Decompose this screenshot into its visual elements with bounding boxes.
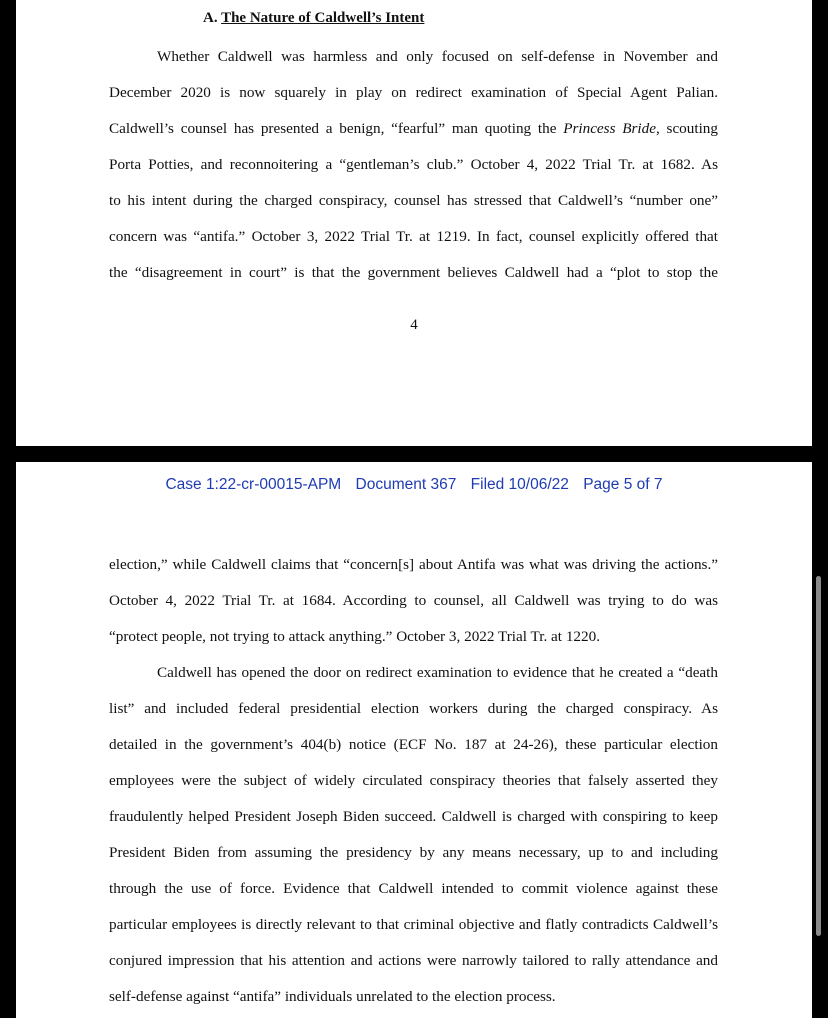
case-header xyxy=(16,476,812,494)
paragraph-line: October 4, 2022 Trial Tr. at 1684. According to counsel, all Caldwell was trying to do was xyxy=(109,592,718,609)
page-5 xyxy=(16,462,812,1018)
paragraph-line: concern was “antifa.” October 3, 2022 Trial Tr. at 1219. In fact, counsel explicitly offered that xyxy=(109,228,718,245)
page-4 xyxy=(16,0,812,446)
paragraph-line: self-defense against “antifa” individuals unrelated to the election process. xyxy=(109,988,556,1005)
case-number: Case 1:22-cr-00015-APM xyxy=(165,476,342,493)
paragraph-line: President Biden from assuming the presidency by any means necessary, up to and including xyxy=(109,844,718,861)
section-heading-prefix: A. xyxy=(203,10,222,26)
paragraph-line: list” and included federal presidential election workers during the charged conspiracy. As xyxy=(109,700,718,717)
paragraph-line: Caldwell has opened the door on redirect examination to evidence that he created a “death xyxy=(157,664,718,681)
section-heading xyxy=(203,10,424,27)
paragraph-line: Porta Potties, and reconnoitering a “gentleman’s club.” October 4, 2022 Trial Tr. at 1682. As xyxy=(109,156,718,173)
paragraph-line xyxy=(109,120,718,138)
paragraph-line: employees were the subject of widely circulated conspiracy theories that falsely asserted they xyxy=(109,772,718,789)
section-heading-title: The Nature of Caldwell’s Intent xyxy=(221,10,425,26)
paragraph-line-text: , scouting xyxy=(655,120,718,137)
paragraph-line: particular employees is directly relevant to that criminal objective and flatly contradicts Caldwell’s xyxy=(109,916,718,933)
paragraph-line: detailed in the government’s 404(b) notice (ECF No. 187 at 24-26), these particular election xyxy=(109,736,718,753)
filed-date: Filed 10/06/22 xyxy=(470,476,569,493)
paragraph-line: to his intent during the charged conspiracy, counsel has stressed that Caldwell’s “number one” xyxy=(109,192,718,209)
paragraph-line: election,” while Caldwell claims that “concern[s] about Antifa was what was driving the actions.” xyxy=(109,556,718,573)
paragraph-line: through the use of force. Evidence that Caldwell intended to commit violence against these xyxy=(109,880,718,897)
paragraph-line: December 2020 is now squarely in play on redirect examination of Special Agent Palian. xyxy=(109,84,718,101)
paragraph-line: “protect people, not trying to attack anything.” October 3, 2022 Trial Tr. at 1220. xyxy=(109,628,600,645)
paragraph-line-text: Caldwell’s counsel has presented a benign, “fearful” man quoting the xyxy=(109,120,564,137)
paragraph-line: conjured impression that his attention and actions were narrowly tailored to rally attendance and xyxy=(109,952,718,969)
paragraph-line: Whether Caldwell was harmless and only focused on self-defense in November and xyxy=(157,48,718,65)
italic-title: Princess Bride xyxy=(563,120,656,137)
page-count: Page 5 of 7 xyxy=(583,476,663,493)
paragraph-line: fraudulently helped President Joseph Biden succeed. Caldwell is charged with conspiring to keep xyxy=(109,808,718,825)
paragraph-line: the “disagreement in court” is that the government believes Caldwell had a “plot to stop the xyxy=(109,264,718,281)
page-number: 4 xyxy=(410,317,418,333)
document-number: Document 367 xyxy=(355,476,457,493)
vertical-scrollbar[interactable] xyxy=(816,576,821,936)
